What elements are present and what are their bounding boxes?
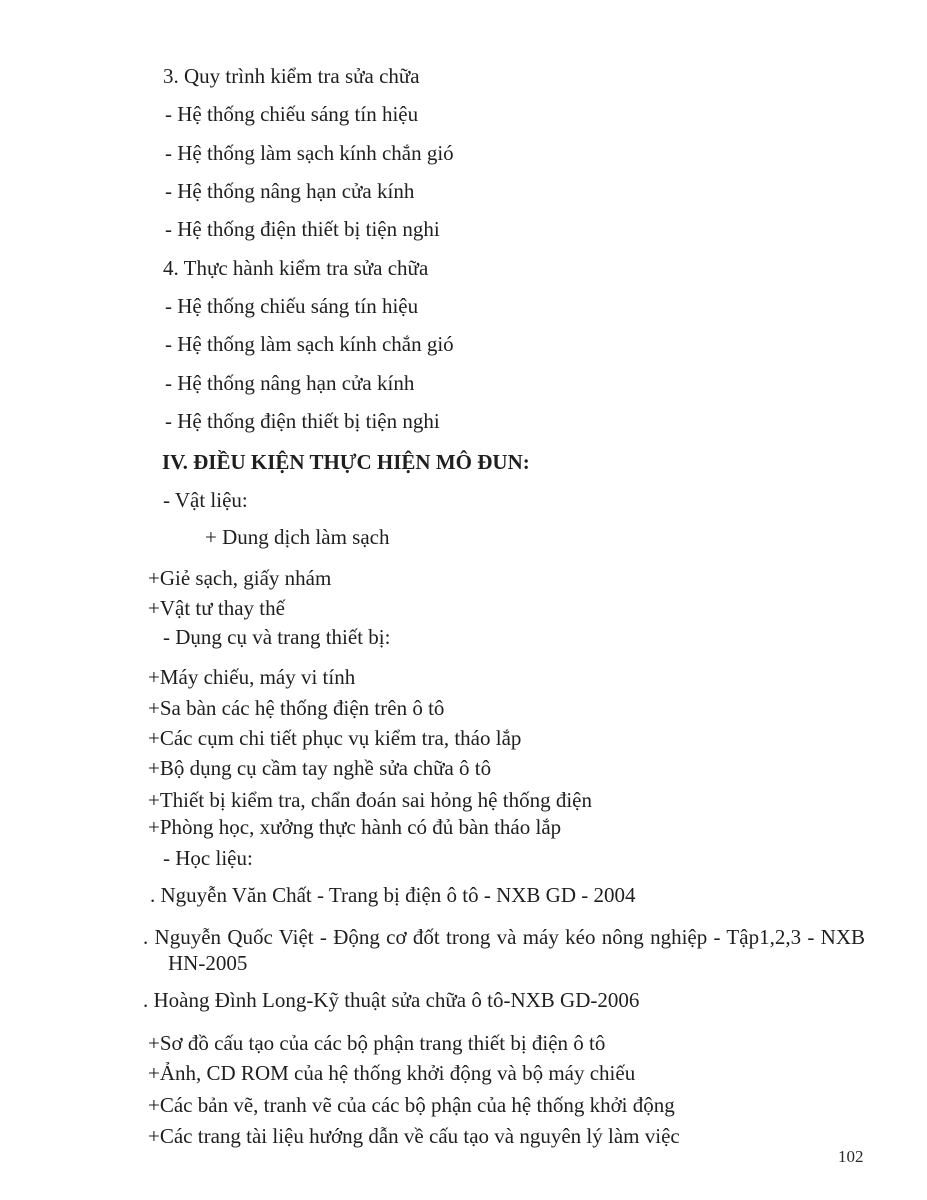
list-item-chieu-sang-2: - Hệ thống chiếu sáng tín hiệu: [165, 294, 419, 318]
list-item-lam-sach-kinh: - Hệ thống làm sạch kính chắn gió: [165, 141, 454, 165]
list-item-cac-trang-tai-lieu: +Các trang tài liệu hướng dẫn về cấu tạo và nguyên lý làm việc: [148, 1124, 680, 1148]
list-item-bo-dung-cu: +Bộ dụng cụ cầm tay nghề sửa chữa ô tô: [148, 756, 492, 780]
list-item-cac-ban-ve: +Các bản vẽ, tranh vẽ của các bộ phận của hệ thống khởi động: [148, 1093, 675, 1117]
list-item-vat-lieu: - Vật liệu:: [163, 488, 248, 512]
list-item-so-do-cau-tao: +Sơ đồ cấu tạo của các bộ phận trang thiết bị điện ô tô: [148, 1031, 606, 1055]
list-item-dien-thiet-bi: - Hệ thống điện thiết bị tiện nghi: [165, 217, 440, 241]
list-item-3-quy-trinh: 3. Quy trình kiểm tra sửa chữa: [163, 64, 420, 88]
reference-nguyen-quoc-viet: . Nguyễn Quốc Việt - Động cơ đốt trong và máy kéo nông nghiệp - Tập1,2,3 - NXB: [143, 925, 865, 949]
reference-hn-2005: HN-2005: [168, 951, 248, 975]
list-item-anh-cd-rom: +Ảnh, CD ROM của hệ thống khởi động và bộ máy chiếu: [148, 1061, 636, 1085]
section-heading-iv: IV. ĐIỀU KIỆN THỰC HIỆN MÔ ĐUN:: [162, 450, 530, 474]
reference-nguyen-van-chat: . Nguyễn Văn Chất - Trang bị điện ô tô - NXB GD - 2004: [150, 883, 636, 907]
list-item-phong-hoc: +Phòng học, xưởng thực hành có đủ bàn tháo lắp: [148, 815, 562, 839]
reference-hoang-dinh-long: . Hoàng Đình Long-Kỹ thuật sửa chữa ô tô-NXB GD-2006: [143, 988, 640, 1012]
list-item-nang-han-cua-kinh-2: - Hệ thống nâng hạn cửa kính: [165, 371, 415, 395]
list-item-dien-thiet-bi-2: - Hệ thống điện thiết bị tiện nghi: [165, 409, 440, 433]
list-item-cac-cum-chi-tiet: +Các cụm chi tiết phục vụ kiểm tra, tháo lắp: [148, 726, 522, 750]
list-item-sa-ban: +Sa bàn các hệ thống điện trên ô tô: [148, 696, 445, 720]
list-item-thiet-bi-kiem-tra: +Thiết bị kiểm tra, chẩn đoán sai hỏng hệ thống điện: [148, 788, 592, 812]
list-item-dung-cu: - Dụng cụ và trang thiết bị:: [163, 625, 391, 649]
list-item-chieu-sang: - Hệ thống chiếu sáng tín hiệu: [165, 102, 419, 126]
list-item-4-thuc-hanh: 4. Thực hành kiểm tra sửa chữa: [163, 256, 429, 280]
page-number: 102: [838, 1147, 864, 1166]
list-item-hoc-lieu: - Học liệu:: [163, 846, 253, 870]
list-item-lam-sach-kinh-2: - Hệ thống làm sạch kính chắn gió: [165, 332, 454, 356]
list-item-vat-tu: +Vật tư thay thế: [148, 596, 285, 620]
list-item-nang-han-cua-kinh: - Hệ thống nâng hạn cửa kính: [165, 179, 415, 203]
list-item-dung-dich: + Dung dịch làm sạch: [205, 525, 390, 549]
list-item-may-chieu: +Máy chiếu, máy vi tính: [148, 665, 356, 689]
list-item-gie-sach: +Giẻ sạch, giấy nhám: [148, 566, 332, 590]
